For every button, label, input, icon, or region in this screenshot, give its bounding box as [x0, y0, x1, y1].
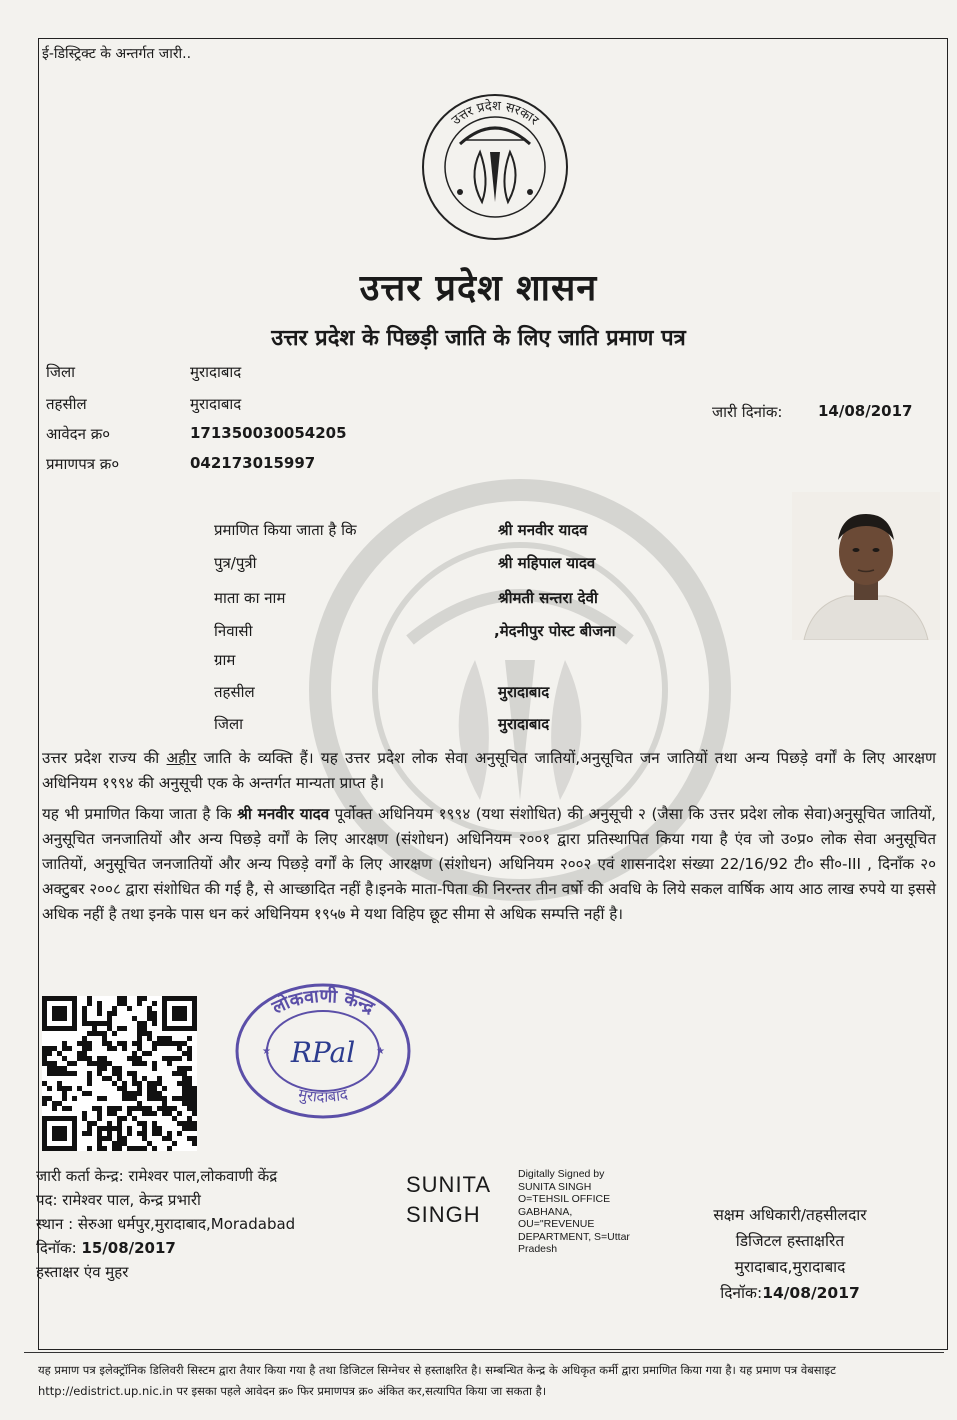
certified-label: प्रमाणित किया जाता है कि: [214, 521, 357, 539]
authority-title: सक्षम अधिकारी/तहसीलदार: [713, 1206, 867, 1224]
digital-signature-details: Digitally Signed by SUNITA SINGH O=TEHSIL OFFICE GABHANA, OU="REVENUE DEPARTMENT, S=Uttar Pradesh: [518, 1168, 630, 1255]
issue-date-label: जारी दिनांक:: [712, 403, 783, 421]
mother-label: माता का नाम: [214, 589, 286, 607]
emblem-text: उत्तर प्रदेश सरकार: [448, 98, 542, 129]
detail-tehsil-label: तहसील: [214, 683, 255, 701]
certified-value: श्री मनवीर यादव: [498, 521, 588, 539]
footer-divider: [24, 1352, 944, 1353]
meta-tehsil-label: तहसील: [46, 395, 87, 413]
son-value: श्री महिपाल यादव: [498, 554, 596, 572]
top-note: ई-डिस्ट्रिक्ट के अन्तर्गत जारी..: [42, 46, 192, 62]
authority-place: मुरादाबाद,मुरादाबाद: [734, 1258, 846, 1276]
meta-application-label: आवेदन क्र०: [46, 425, 111, 443]
seal-top-text: लोकवाणी केन्द्र: [269, 985, 378, 1019]
seal-signature: RPal: [290, 1036, 356, 1069]
meta-certificate-value: 042173015997: [190, 454, 316, 472]
issuer-place: स्थान : सेरुआ धर्मपुर,मुरादाबाद,Moradabad: [36, 1215, 296, 1233]
svg-text:मुरादाबाद: [297, 1085, 351, 1106]
issuer-sign-label: हस्ताक्षर एंव मुहर: [36, 1263, 129, 1281]
issuer-date: दिनॉक: 15/08/2017: [36, 1239, 176, 1257]
svg-text:★: ★: [376, 1046, 385, 1057]
meta-application-value: 171350030054205: [190, 424, 347, 442]
meta-certificate-label: प्रमाणपत्र क्र०: [46, 455, 120, 473]
resident-value: ,मेदनीपुर पोस्ट बीजना: [494, 622, 616, 640]
issuer-center: जारी कर्ता केन्द्र: रामेश्वर पाल,लोकवाणी केंद्र: [36, 1167, 278, 1185]
caste-name: अहीर: [166, 749, 197, 767]
village-label: ग्राम: [214, 651, 236, 669]
authority-signed: डिजिटल हस्ताक्षरित: [735, 1232, 845, 1250]
authority-date: दिनॉक:14/08/2017: [720, 1284, 860, 1302]
meta-district-value: मुरादाबाद: [190, 363, 242, 381]
detail-tehsil-value: मुरादाबाद: [498, 683, 550, 701]
lokvani-seal: [232, 980, 414, 1122]
applicant-photo: [792, 492, 940, 640]
meta-district-label: जिला: [46, 363, 76, 381]
meta-tehsil-value: मुरादाबाद: [190, 395, 242, 413]
son-label: पुत्र/पुत्री: [214, 554, 257, 572]
svg-text:लोकवाणी केन्द्र: [268, 985, 379, 1020]
caste-paragraph: उत्तर प्रदेश राज्य की अहीर जाति के व्यक्ति हैं। यह उत्तर प्रदेश लोक सेवा अनुसूचित जातियों,अनुसूचित जन जातियों तथा अन्य पिछड़े वर्गों के लिए आरक्षण अधिनियम १९९४ की अनुसूची एक के अन्तर्गत मान्यता प्राप्त है।: [42, 749, 936, 792]
issue-date-value: 14/08/2017: [818, 402, 913, 420]
authority-block: [640, 1202, 940, 1306]
digital-signer-name: SUNITA SINGH: [406, 1172, 492, 1227]
issuer-post: पद: रामेश्वर पाल, केन्द्र प्रभारी: [36, 1191, 201, 1209]
qr-code: [42, 996, 197, 1151]
resident-label: निवासी: [214, 622, 253, 640]
detail-district-value: मुरादाबाद: [498, 715, 550, 733]
up-emblem: [420, 92, 570, 242]
certification-paragraph: यह भी प्रमाणित किया जाता है कि श्री मनवीर यादव पूर्वोक्त अधिनियम १९९४ (यथा संशोधित) की अनुसूची २ (जैसा कि उत्तर प्रदेश लोक सेवा)अनुसूचित जातियों, अनुसूचित जनजातियों और अन्य पिछड़े वर्गों के लिए आरक्षण (संशोधन) अधिनियम २००१ द्वारा प्रतिस्थापित किया गया है एंव जो उ०प्र० लोक सेवा अनुसूचित जातियों, अनुसूचित जनजातियों और अन्य पिछड़े वर्गों के लिए आरक्षण (संशोधन) अधिनियम २००२ एवं शासनादेश संख्या 22/16/92 टी० सी०-III , दिनाँक २० अक्टुबर २००८ द्वारा संशोधित की गई है, से आच्छादित नहीं है।इनके माता-पिता की निरन्तर तीन वर्षो की अवधि के लिये सकल वार्षिक आय आठ लाख रुपये या इससे अधिक नहीं है तथा इनके पास धन करं अधिनियम १९५७ मे यथा विहिप छूट सीमा से अधिक सम्पत्ति नहीं है।: [42, 805, 936, 923]
svg-text:★: ★: [262, 1046, 271, 1057]
issuer-block: [36, 1166, 295, 1286]
certified-person: श्री मनवीर यादव: [237, 805, 330, 823]
seal-bottom-text: मुरादाबाद: [296, 1084, 350, 1106]
page-title: उत्तर प्रदेश शासन: [359, 268, 598, 309]
mother-value: श्रीमती सन्तरा देवी: [498, 589, 598, 607]
detail-district-label: जिला: [214, 715, 244, 733]
footer-note: यह प्रमाण पत्र इलेक्ट्रॉनिक डिलिवरी सिस्टम द्वारा तैयार किया गया है तथा डिजिटल सिग्नेचर से हस्ताक्षरित है। सम्बन्धित केन्द्र के अधिकृत कर्मी द्वारा प्रमाणित किया गया है। यह प्रमाण पत्र वेबसाइट http://edistrict.up.nic.in पर इसका पहले आवेदन क्र० फिर प्रमाणपत्र क्र० अंकित कर,सत्यापित किया जा सकता है।: [38, 1363, 836, 1398]
page-subtitle: उत्तर प्रदेश के पिछड़ी जाति के लिए जाति प्रमाण पत्र: [271, 326, 686, 351]
